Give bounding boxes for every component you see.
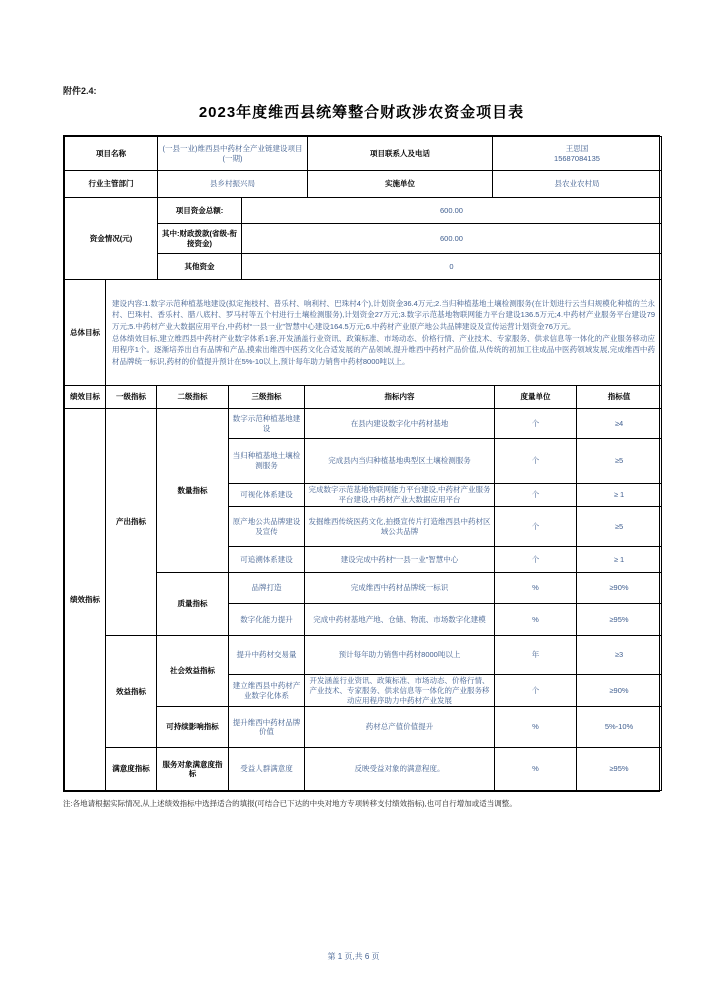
indicator-content: 药材总产值价值提升 — [305, 707, 495, 748]
indicator-content: 反映受益对象的满意程度。 — [305, 748, 495, 791]
indicator-content: 完成数字示范基地物联网能力平台建设,中药材产业服务平台建设,中药材产业大数据应用平台 — [305, 484, 495, 507]
indicator-unit: 个 — [495, 409, 577, 439]
l2-quantity: 数量指标 — [157, 409, 229, 573]
table-header-row — [65, 386, 662, 409]
l2-sustainability: 可持续影响指标 — [157, 707, 229, 748]
funds-fiscal-label: 其中:财政拨款(省级-衔接资金) — [158, 224, 242, 254]
l3-indicator: 数字化能力提升 — [229, 604, 305, 636]
indicator-unit: 年 — [495, 636, 577, 675]
indicator-value: ≥5 — [577, 439, 662, 484]
l3-indicator: 提升中药材交易量 — [229, 636, 305, 675]
contact-label: 项目联系人及电话 — [308, 137, 493, 171]
table-row — [65, 171, 662, 198]
l1-output: 产出指标 — [106, 409, 157, 636]
indicator-unit: 个 — [495, 484, 577, 507]
dept-value: 县乡村振兴局 — [158, 171, 308, 198]
contact-value — [493, 137, 662, 171]
indicator-content: 完成维西中药材品牌统一标识 — [305, 573, 495, 604]
indicator-content: 完成县内当归种植基地典型区土壤检测服务 — [305, 439, 495, 484]
l1-benefit: 效益指标 — [106, 636, 157, 748]
funds-other-label: 其他资金 — [158, 254, 242, 280]
main-table — [63, 135, 660, 792]
l3-indicator: 品牌打造 — [229, 573, 305, 604]
indicator-value: ≥95% — [577, 748, 662, 791]
table-row — [65, 280, 662, 386]
col-header-value: 指标值 — [577, 386, 662, 409]
funds-other-value: 0 — [242, 254, 662, 280]
l2-social-benefit: 社会效益指标 — [157, 636, 229, 707]
l3-indicator: 可追溯体系建设 — [229, 547, 305, 573]
indicator-content: 发掘维西传统医药文化,拍摄宣传片打造维西县中药材区域公共品牌 — [305, 507, 495, 547]
indicator-value: ≥95% — [577, 604, 662, 636]
indicator-unit: 个 — [495, 675, 577, 707]
overall-goal-table — [64, 279, 662, 386]
funds-section-label: 资金情况(元) — [65, 198, 158, 280]
attachment-label: 附件2.4: — [63, 86, 97, 96]
indicator-value: ≥ 1 — [577, 484, 662, 507]
table-row — [65, 198, 662, 224]
l3-indicator: 提升维西中药材品牌价值 — [229, 707, 305, 748]
table-row — [65, 636, 662, 675]
impl-label: 实施单位 — [308, 171, 493, 198]
indicator-value: ≥4 — [577, 409, 662, 439]
project-name-value: (一县一业)维西县中药材全产业链建设项目(一期) — [158, 137, 308, 171]
funds-total-value: 600.00 — [242, 198, 662, 224]
indicator-unit: % — [495, 573, 577, 604]
note-text: 注:各地请根据实际情况,从上述绩效指标中选择适合的填报(可结合已下达的中央对地方专项转移支付绩效指标),也可自行增加或适当调整。 — [63, 799, 517, 808]
performance-table — [64, 385, 662, 791]
indicator-unit: % — [495, 748, 577, 791]
indicator-unit: 个 — [495, 507, 577, 547]
l3-indicator: 当归种植基地土壤检测服务 — [229, 439, 305, 484]
l3-indicator: 受益人群满意度 — [229, 748, 305, 791]
indicator-content: 建设完成中药材“一县一业”智慧中心 — [305, 547, 495, 573]
table-row — [65, 409, 662, 439]
col-header-goal: 绩效目标 — [65, 386, 106, 409]
l3-indicator: 原产地公共品牌建设及宣传 — [229, 507, 305, 547]
funds-total-label: 项目资金总额: — [158, 198, 242, 224]
overall-goal-label: 总体目标 — [65, 280, 106, 386]
page-number: 第 1 页,共 6 页 — [327, 952, 380, 961]
indicator-value: ≥90% — [577, 573, 662, 604]
indicator-unit: % — [495, 604, 577, 636]
table-row — [65, 137, 662, 171]
indicator-value: 5%-10% — [577, 707, 662, 748]
indicator-value: ≥3 — [577, 636, 662, 675]
funds-fiscal-value: 600.00 — [242, 224, 662, 254]
contact-name: 王思国 — [565, 143, 589, 153]
indicator-value: ≥5 — [577, 507, 662, 547]
indicator-value: ≥ 1 — [577, 547, 662, 573]
indicator-content: 完成中药材基地产地、仓储、物流、市场数字化建模 — [305, 604, 495, 636]
col-header-l3: 三级指标 — [229, 386, 305, 409]
l3-indicator: 可视化体系建设 — [229, 484, 305, 507]
overall-goal-para1: 建设内容:1.数字示范种植基地建设(拟定拖枝村、普乐村、响利村、巴珠村4个),计划资金36.4万元;2.当归种植基地土壤检测服务(在计划进行云当归规模化种植的兰永村、巴珠村、香乐村、腊八底村、罗马村等五个村进行土壤检测服务),计划资金27万元;3.数字示范基地物联网能力平台建设136.5万元;4.中药材产业服务平台建设79万元;5.中药材产业大数据应用平台,中药材“一县一业”智慧中心建设164.5万元;6.中药材产业原产地公共品牌建设及宣传运营计划资金76万元。 — [112, 298, 655, 331]
indicator-value: ≥90% — [577, 675, 662, 707]
contact-phone: 15687084135 — [554, 153, 600, 163]
col-header-content: 指标内容 — [305, 386, 495, 409]
project-name-label: 项目名称 — [65, 137, 158, 171]
funds-table — [64, 197, 662, 280]
col-header-l1: 一级指标 — [106, 386, 157, 409]
perf-group-label: 绩效指标 — [65, 409, 106, 791]
l3-indicator: 数字示范种植基地建设 — [229, 409, 305, 439]
overall-goal-para2: 总体绩效目标,建立维西县中药材产业数字体系1套,开发涵盖行业资讯、政策标准、市场动态、价格行情、产业技术、专家服务、供求信息等一体化的产业服务移动应用程序1个。逐渐培养出自有品牌和产品,摸索出维西中医药文化合适发展的产品领域,提升维西中药材产品价值,从传统的初加工往成品中医药领域发展,完成维西中药材品牌统一标识,药材的价值提升预计在5%-10以上,预计每年助力销售中药材8000吨以上。 — [112, 333, 655, 366]
l2-service-satisfaction: 服务对象满意度指标 — [157, 748, 229, 791]
dept-label: 行业主管部门 — [65, 171, 158, 198]
indicator-unit: % — [495, 707, 577, 748]
indicator-unit: 个 — [495, 439, 577, 484]
page-title: 2023年度维西县统筹整合财政涉农资金项目表 — [198, 104, 525, 121]
overall-goal-text — [106, 280, 662, 386]
info-table — [64, 136, 662, 198]
table-row — [65, 748, 662, 791]
col-header-l2: 二级指标 — [157, 386, 229, 409]
l3-indicator: 建立维西县中药材产业数字化体系 — [229, 675, 305, 707]
indicator-content: 开发涵盖行业资讯、政策标准、市场动态、价格行情、产业技术、专家服务、供求信息等一体化的产业服务移动应用程序助力中药材产业发展 — [305, 675, 495, 707]
indicator-content: 在县内建设数字化中药材基地 — [305, 409, 495, 439]
col-header-unit: 度量单位 — [495, 386, 577, 409]
l1-satisfaction: 满意度指标 — [106, 748, 157, 791]
impl-value: 县农业农村局 — [493, 171, 662, 198]
l2-quality: 质量指标 — [157, 573, 229, 636]
indicator-unit: 个 — [495, 547, 577, 573]
indicator-content: 预计每年助力销售中药材8000吨以上 — [305, 636, 495, 675]
